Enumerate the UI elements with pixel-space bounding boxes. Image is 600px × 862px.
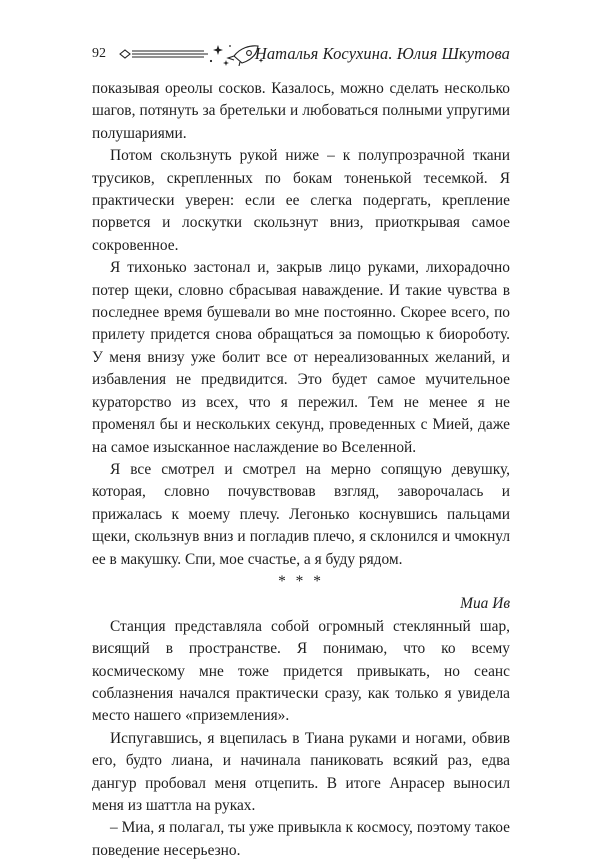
paragraph: Я тихонько застонал и, закрыв лицо руками, лихорадочно потер щеки, словно сбрасывая наваждение. И такие чувства в последнее время бушевали во мне постоянно. Скорее всего, по прилету придется снова обращаться за помощью к биороботу. У меня внизу уже болит все от нереализованных желаний, и избавления не предвидится. Это будет самое мучительное кураторство из всех, что я пережил. Тем не менее я не променял бы и нескольких секунд, проведенных с Мией, даже на самое изысканное наслаждение во Вселенной. — [92, 259, 510, 456]
running-header — [92, 40, 510, 66]
paragraph: – Миа, я полагал, ты уже привыкла к космосу, поэтому такое поведение несерьезно. — [92, 819, 510, 859]
paragraph: показывая ореолы сосков. Казалось, можно сделать несколько шагов, потянуть за бретельки и любоваться полными упругими полушариями. — [92, 80, 510, 142]
paragraph: Я все смотрел и смотрел на мерно сопящую девушку, которая, словно почувствовав взгляд, заворочалась и прижалась к моему плечу. Легонько коснувшись пальцами щеки, скользнув вниз и погладив плечо, я склонился и чмокнул ее в макушку. Спи, мое счастье, а я буду рядом. — [92, 460, 510, 568]
pov-heading: Миа Ив — [460, 595, 510, 613]
page-number: 92 — [92, 46, 106, 61]
page-body — [92, 78, 510, 862]
paragraph: Испугавшись, я вцепилась в Тиана руками и ногами, обвив его, будто лиана, и начинала паниковать всякий раз, едва дангур пробовал меня отцепить. В итоге Анрасер выносил меня из шаттла на руках. — [92, 729, 510, 814]
rocket-ornament-icon — [118, 42, 266, 66]
running-title: Наталья Косухина. Юлия Шкутова — [254, 44, 510, 63]
paragraph: Станция представляла собой огромный стеклянный шар, висящий в пространстве. Я понимаю, что ко всему космическому мне тоже придется привыкать, но сеанс соблазнения начался практически сразу, как только я увидела место нашего «приземления». — [92, 617, 510, 725]
section-break: * * * — [278, 572, 324, 590]
paragraph: Потом скользнуть рукой ниже – к полупрозрачной ткани трусиков, скрепленных по бокам тоненькой тесемкой. Я практически уверен: если ее слегка подергать, крепление порвется и лоскутки скользнут вниз, приоткрывая самое сокровенное. — [92, 147, 510, 254]
